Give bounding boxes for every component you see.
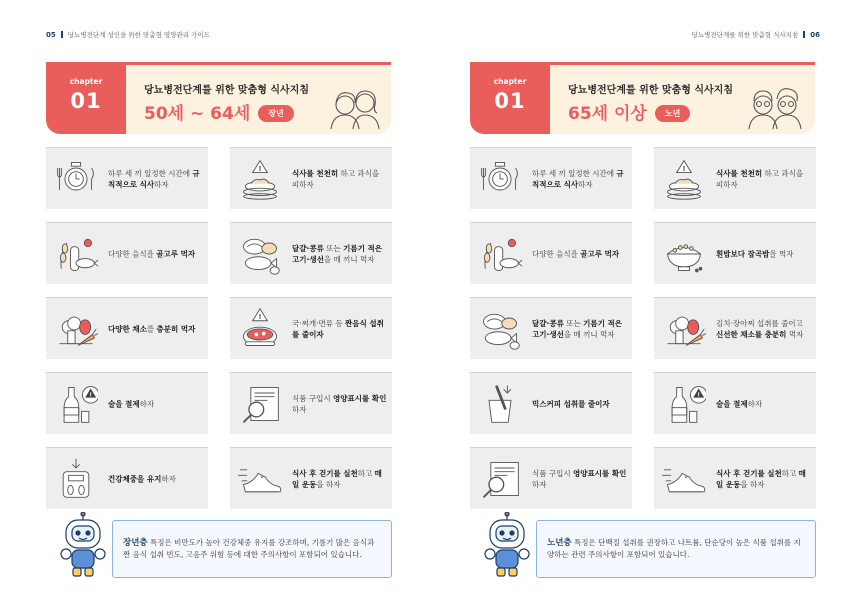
page-number: 05 xyxy=(46,31,56,39)
guideline-text xyxy=(716,168,812,190)
guideline-text xyxy=(108,398,204,409)
salty-soup-icon xyxy=(238,307,282,351)
title-block xyxy=(126,62,391,134)
page-number: 06 xyxy=(810,31,820,39)
chapter-label: chapter xyxy=(69,77,103,86)
running-head-text: 당뇨병전단계 성인을 위한 맞춤형 영양관리 가이드 xyxy=(67,31,210,39)
guideline-text xyxy=(292,393,388,415)
guideline-card xyxy=(230,372,392,434)
guideline-emphasis: 식사 후 걷기를 실천 xyxy=(292,468,358,478)
alcohol-warning-icon xyxy=(54,382,98,426)
guideline-plain: 또는 xyxy=(323,243,344,253)
guideline-text xyxy=(292,168,388,190)
svg-text:!: ! xyxy=(697,392,700,399)
guideline-text xyxy=(108,323,204,334)
guideline-card xyxy=(470,372,632,434)
running-head-text: 당뇨병전단계를 위한 맞춤형 식사지침 xyxy=(691,31,799,39)
guideline-text xyxy=(108,473,204,484)
guideline-text xyxy=(716,248,812,259)
walking-shoe-icon xyxy=(662,457,706,501)
guideline-emphasis: 매일 운동 xyxy=(716,468,806,489)
guideline-emphasis: 매일 운동 xyxy=(292,468,382,489)
robot-mascot-icon xyxy=(56,512,112,582)
guideline-card xyxy=(230,447,392,509)
age-range-heading xyxy=(144,99,294,124)
clock-plate-icon xyxy=(478,157,522,201)
right-page xyxy=(430,0,860,607)
guideline-plain: 을 매 끼니 먹자 xyxy=(563,329,615,339)
age-group-note xyxy=(112,520,392,578)
grains-fish-icon xyxy=(478,232,522,276)
age-range-heading xyxy=(568,99,690,124)
guideline-emphasis: 술을 절제 xyxy=(108,399,140,408)
guideline-plain: 하고 xyxy=(357,468,375,478)
guideline-card xyxy=(230,147,392,209)
guideline-emphasis: 규칙적으로 식사 xyxy=(108,168,200,189)
guideline-plain: 하고 xyxy=(781,468,799,478)
guideline-emphasis: 건강체중을 유지 xyxy=(108,474,162,483)
running-head-right xyxy=(692,30,820,39)
age-badge: 장년 xyxy=(258,105,293,122)
grains-fish-icon xyxy=(54,232,98,276)
guideline-card xyxy=(470,447,632,509)
age-range: 65세 이상 xyxy=(568,104,647,124)
guideline-emphasis: 식사를 천천히 xyxy=(292,168,339,178)
guideline-card xyxy=(46,447,208,509)
guideline-card xyxy=(470,297,632,359)
guideline-card xyxy=(46,297,208,359)
svg-text:!: ! xyxy=(258,311,262,321)
chapter-label: chapter xyxy=(493,77,527,86)
guideline-plain: 하자 xyxy=(154,179,169,189)
guideline-card xyxy=(230,297,392,359)
guideline-card xyxy=(654,447,816,509)
guideline-text xyxy=(532,398,628,409)
clock-plate-icon xyxy=(54,157,98,201)
vegetables-icon xyxy=(662,307,706,351)
guideline-emphasis: 골고루 먹자 xyxy=(156,249,196,258)
guideline-card xyxy=(654,297,816,359)
section-title: 당뇨병전단계를 위한 맞춤형 식사지침 xyxy=(568,85,734,96)
guideline-plain: 또는 xyxy=(563,318,584,328)
chapter-number: 01 xyxy=(494,89,526,113)
guideline-plain: 을 매 끼니 먹자 xyxy=(323,254,375,264)
guideline-card xyxy=(654,372,816,434)
guideline-plain: 식품 구입시 xyxy=(532,468,573,478)
note-label: 장년층 xyxy=(123,538,148,548)
guideline-emphasis: 영양표시를 확인 xyxy=(573,468,627,478)
guideline-plain: 하고 과식을 피하자 xyxy=(716,168,804,189)
guideline-plain: 을 하자 xyxy=(740,479,765,489)
guideline-card xyxy=(46,222,208,284)
age-group-note xyxy=(536,520,816,578)
guideline-plain: 식품 구입시 xyxy=(292,393,333,403)
guideline-text xyxy=(532,168,628,190)
guideline-emphasis: 흰밥보다 잡곡밥 xyxy=(716,249,770,258)
guideline-emphasis: 달걀·콩류 xyxy=(292,243,324,253)
nutrition-label-icon xyxy=(478,457,522,501)
guideline-plain: 를 xyxy=(146,324,157,333)
elderly-couple-icon xyxy=(745,83,807,131)
age-range: 50세 ~ 64세 xyxy=(144,104,251,124)
title-block xyxy=(550,62,815,134)
chapter-number: 01 xyxy=(70,89,102,113)
note-label: 노년층 xyxy=(547,538,572,548)
guideline-plain: 을 하자 xyxy=(316,479,341,489)
svg-text:!: ! xyxy=(682,163,686,173)
guideline-card xyxy=(654,147,816,209)
walking-shoe-icon xyxy=(238,457,282,501)
guideline-plain: 다양한 음식을 xyxy=(108,249,157,258)
guideline-plain: 국·찌개·면류 등 xyxy=(292,318,346,328)
guideline-emphasis: 식사 후 걷기를 실천 xyxy=(716,468,782,478)
section-title: 당뇨병전단계를 위한 맞춤형 식사지침 xyxy=(144,85,310,96)
guideline-plain: 하루 세 끼 일정한 시간에 xyxy=(108,168,193,178)
guideline-card xyxy=(46,147,208,209)
guideline-card xyxy=(470,222,632,284)
guideline-plain: 김치·장아찌 섭취를 줄이고 xyxy=(716,318,803,328)
guideline-text xyxy=(108,168,204,190)
guideline-emphasis: 충분히 먹자 xyxy=(156,324,196,333)
guideline-text xyxy=(292,468,388,490)
guideline-card xyxy=(46,372,208,434)
guideline-plain: 을 먹자 xyxy=(769,249,794,258)
guideline-plain: 하자 xyxy=(139,399,155,408)
note-text: 특징은 단백질 섭취를 권장하고 나트륨, 단순당이 높은 식품 섭취를 지양하는 관련 주의사항이 포함되어 있습니다. xyxy=(547,538,801,559)
svg-text:!: ! xyxy=(89,392,92,399)
warning-meal-icon xyxy=(238,157,282,201)
guideline-text xyxy=(716,468,812,490)
alcohol-warning-icon xyxy=(662,382,706,426)
svg-text:!: ! xyxy=(258,163,262,173)
nutrition-label-icon xyxy=(238,382,282,426)
age-badge: 노년 xyxy=(655,105,690,122)
warning-meal-icon xyxy=(662,157,706,201)
rice-bowl-icon xyxy=(662,232,706,276)
guideline-text xyxy=(292,243,388,265)
guideline-text xyxy=(532,318,628,340)
guideline-plain: 하자 xyxy=(747,399,763,408)
guideline-card xyxy=(654,222,816,284)
vegetables-icon xyxy=(54,307,98,351)
guideline-text xyxy=(108,248,204,259)
guideline-plain: 하루 세 끼 일정한 시간에 xyxy=(532,168,617,178)
guideline-emphasis: 다양한 채소 xyxy=(108,324,147,333)
guideline-emphasis: 기름기 적은 고기·생선 xyxy=(292,243,382,264)
coffee-cup-icon xyxy=(478,382,522,426)
chapter-block xyxy=(46,62,126,134)
guideline-emphasis: 믹스커피 섭취를 줄이자 xyxy=(532,399,610,408)
guideline-emphasis: 기름기 적은 고기·생선 xyxy=(532,318,622,339)
guideline-emphasis: 영양표시를 확인 xyxy=(333,393,387,403)
guideline-text xyxy=(716,398,812,409)
guideline-plain: 하고 과식을 피하자 xyxy=(292,168,380,189)
guideline-text xyxy=(716,318,812,340)
guideline-plain: 먹자 xyxy=(786,329,804,339)
guideline-card xyxy=(470,147,632,209)
guideline-card xyxy=(230,222,392,284)
guideline-emphasis: 규칙적으로 식사 xyxy=(532,168,624,189)
guideline-emphasis: 골고루 먹자 xyxy=(580,249,620,258)
guideline-plain: 하자 xyxy=(532,479,547,489)
guideline-emphasis: 신선한 채소를 충분히 xyxy=(716,329,787,339)
guideline-text xyxy=(292,318,388,340)
scale-icon xyxy=(54,457,98,501)
guideline-text xyxy=(532,468,628,490)
guideline-emphasis: 술을 절제 xyxy=(716,399,748,408)
guideline-plain: 다양한 음식을 xyxy=(532,249,581,258)
guideline-emphasis: 식사를 천천히 xyxy=(716,168,763,178)
middle-aged-couple-icon xyxy=(327,83,383,131)
robot-mascot-icon xyxy=(480,512,536,582)
chapter-block xyxy=(470,62,550,134)
protein-foods-icon xyxy=(478,307,522,351)
guideline-plain: 하자 xyxy=(578,179,593,189)
guideline-plain: 하자 xyxy=(292,404,307,414)
guideline-text xyxy=(532,248,628,259)
guideline-plain: 하자 xyxy=(161,474,176,483)
guideline-emphasis: 달걀·콩류 xyxy=(532,318,564,328)
guideline-emphasis: 짠음식 섭취를 줄이자 xyxy=(292,318,384,339)
note-text: 특징은 비만도가 높아 건강체중 유지를 강조하며, 기름기 많은 음식과 짠 음식 섭취 빈도, 고음주 위험 등에 대한 주의사항이 포함되어 있습니다. xyxy=(123,538,375,559)
protein-foods-icon xyxy=(238,232,282,276)
running-head-left xyxy=(46,30,210,39)
